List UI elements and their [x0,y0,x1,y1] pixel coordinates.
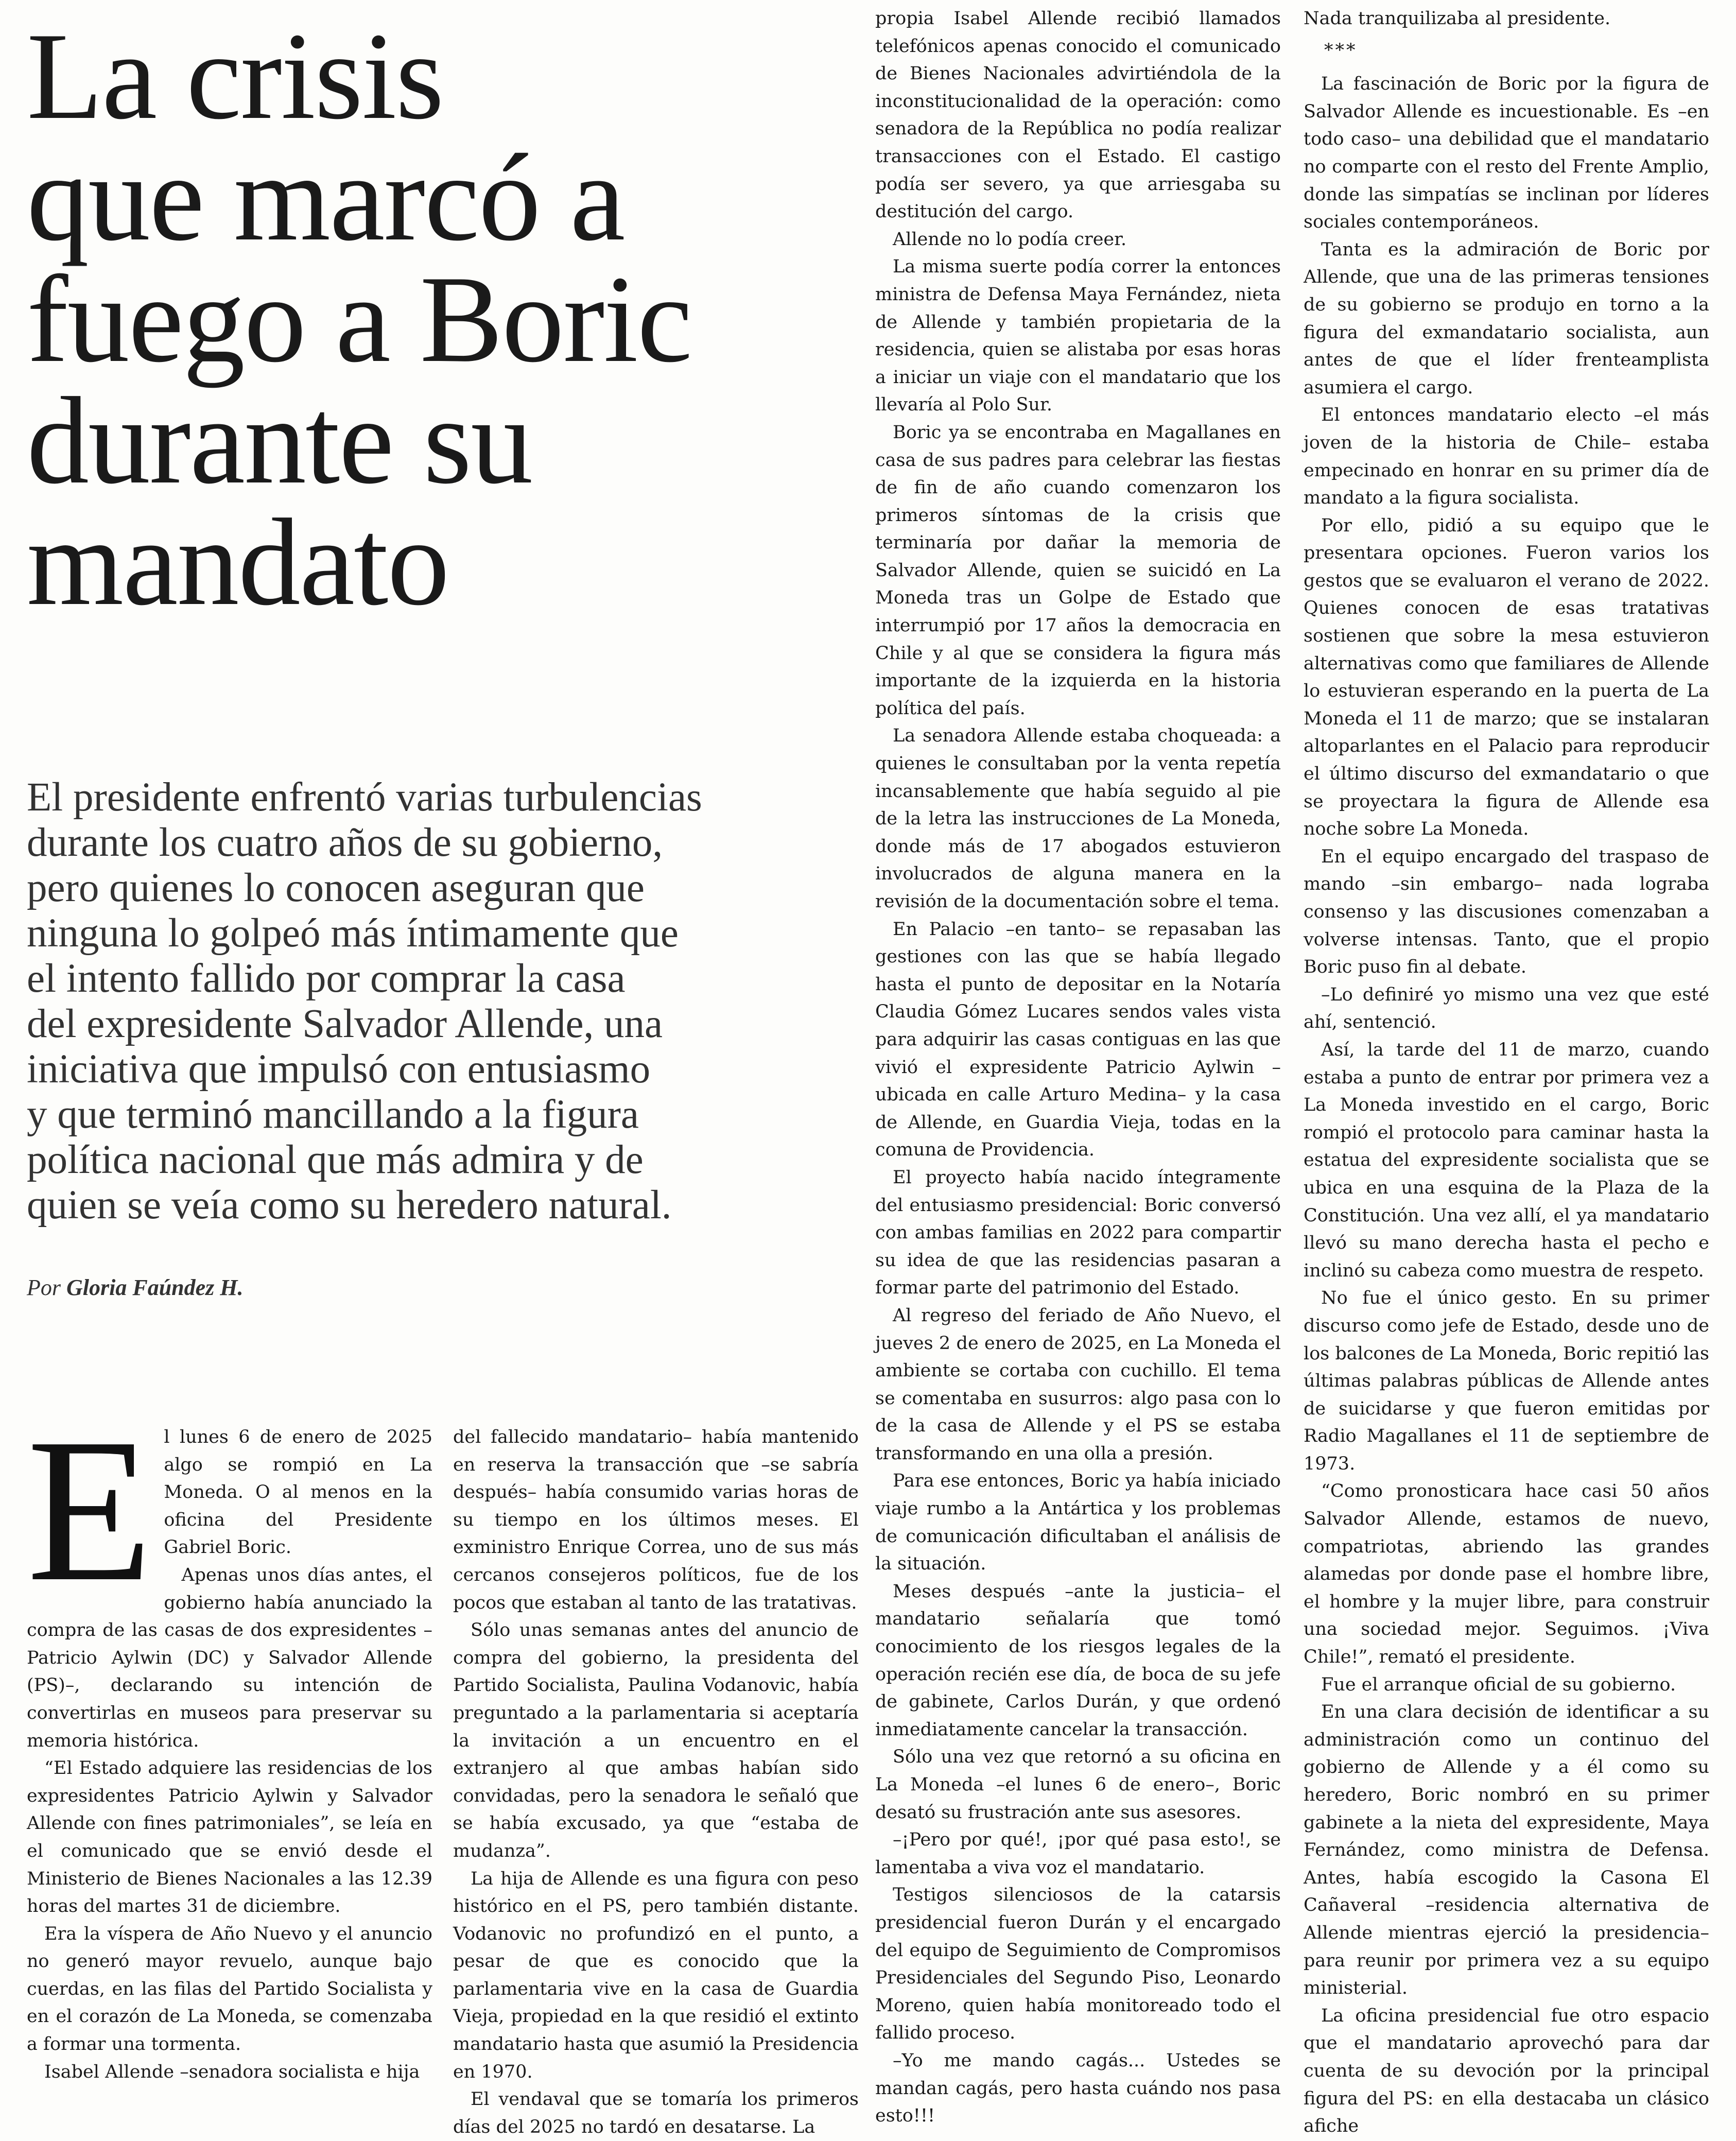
headline-line: que marcó a [27,129,624,267]
article-paragraph: –¡Pero por qué!, ¡por qué pasa esto!, se lamentaba a viva voz el mandatario. [875,1829,1281,1878]
section-separator: *** [1324,40,1358,61]
article-paragraph: “Como pronosticara hace casi 50 años Salvador Allende, estamos de nuevo, compatriotas, abriendo las grandes alamedas por donde pase el hombre libre, el hombre y la mujer libre, para construir una sociedad mejor. Seguimos. ¡Viva Chile!”, remató el presidente. [1304,1481,1709,1668]
article-paragraph: En Palacio –en tanto– se repasaban las gestiones con las que se había llegado hasta el punto de depositar en la Notaría Claudia Gómez Lucares sendos vales vista para adquirir las casas contiguas en las que vivió el expresidente Patricio Aylwin –ubicada en calle Arturo Medina– y la casa de Allende, en Guardia Vieja, todas en la comuna de Providencia. [875,919,1281,1161]
article-paragraph: La hija de Allende es una figura con peso histórico en el PS, pero también distante. Vodanovic no profundizó en el punto, a pesar de que es conocido que la parlamentaria vive en la casa de Guardia Vieja, propiedad en la que residió el extinto mandatario hasta que asumió la Presidencia en 1970. [453,1868,859,2082]
byline [27,1274,244,1301]
article-paragraph: propia Isabel Allende recibió llamados telefónicos apenas conocido el comunicado de Bienes Nacionales advirtiéndola de la inconstitucionalidad de la operación: como senadora de la República no podía realizar transacciones con el Estado. El castigo podía ser severo, ya que arriesgaba su destitución del cargo. [875,8,1281,222]
article-paragraph: Sólo una vez que retornó a su oficina en La Moneda –el lunes 6 de enero–, Boric desató su frustración ante sus asesores. [875,1747,1281,1823]
byline-prefix: Por [27,1275,61,1300]
deck-line: ninguna lo golpeó más íntimamente que [27,911,679,956]
article-paragraph: Al regreso del feriado de Año Nuevo, el jueves 2 de enero de 2025, en La Moneda el ambiente se cortaba con cuchillo. El tema se comentaba en susurros: algo pasa con lo de la casa de Allende y el PS se estaba transformando en una olla a presión. [875,1305,1281,1464]
headline-line: fuego a Boric [27,250,692,388]
article-paragraph: En una clara decisión de identificar a su administración como un continuo del gobierno de Allende y a él como su heredero, Boric nombró en su primer gabinete a la nieta del expresidente, Maya Fernández, como ministra de Defensa. Antes, había escogido la Casona El Cañaveral –residencia alternativa de Allende mientras ejerció la presidencia– para reunir por primera vez a su equipo ministerial. [1304,1702,1709,1999]
article-paragraph: Apenas unos días antes, el gobierno había anunciado la compra de las casas de dos expresidentes –Patricio Aylwin (DC) y Salvador Allende (PS)–, declarando su intención de convertirlas en museos para preservar su memoria histórica. [27,1564,432,1751]
article-paragraph: La fascinación de Boric por la figura de Salvador Allende es incuestionable. Es –en todo caso– una debilidad que el mandatario no comparte con el resto del Frente Amplio, donde las simpatías se inclinan por líderes sociales contemporáneos. [1304,74,1709,233]
article-paragraph: Tanta es la admiración de Boric por Allende, que una de las primeras tensiones de su gobierno se produjo en torno a la figura del exmandatario socialista, aun antes de que el líder frenteamplista asumiera el cargo. [1304,239,1709,398]
article-paragraph: La oficina presidencial fue otro espacio que el mandatario aprovechó para dar cuenta de su devoción por la principal figura del PS: en ella destacaba un clásico afiche [1304,2005,1709,2137]
headline-line: La crisis [27,7,443,145]
article-paragraph: del fallecido mandatario– había mantenido en reserva la transacción que –se sabría después– había consumido varias horas de su tiempo en los últimos meses. El exministro Enrique Correa, uno de sus más cercanos consejeros políticos, fue de los pocos que estaban al tanto de las tratativas. [453,1427,859,1613]
deck-line: iniciativa que impulsó con entusiasmo [27,1047,651,1092]
deck-line: del expresidente Salvador Allende, una [27,1002,663,1046]
article-paragraph: Era la víspera de Año Nuevo y el anuncio no generó mayor revuelo, aunque bajo cuerdas, en las filas del Partido Socialista y en el corazón de La Moneda, se comenzaba a formar una tormenta. [27,1923,432,2055]
article-paragraph: l lunes 6 de enero de 2025 algo se rompió en La Moneda. O al menos en la oficina del Presidente Gabriel Boric. [164,1427,432,1558]
article-column-1 [27,1396,432,2124]
article-paragraph: Boric ya se encontraba en Magallanes en casa de sus padres para celebrar las fiestas de fin de año cuando comenzaron los primeros síntomas de la crisis que terminaría por dañar la memoria de Salvador Allende, quien se suicidó en La Moneda tras un Golpe de Estado que interrumpió por 17 años la democracia en Chile y al que se considera la figura más importante de la izquierda en la historia política del país. [875,422,1281,719]
article-paragraph: El entonces mandatario electo –el más joven de la historia de Chile– estaba empecinado en honrar en su primer día de mandato a la figura socialista. [1304,405,1709,509]
article-paragraph: Fue el arranque oficial de su gobierno. [1321,1674,1676,1695]
deck-line: y que terminó mancillando a la figura [27,1092,639,1137]
drop-cap: E [27,1396,153,1624]
article-paragraph: La senadora Allende estaba choqueada: a quienes le consultaban por la venta repetía incansablemente que había seguido al pie de la letra las instrucciones de La Moneda, donde más de 17 abogados estuvieron involucrados de alguna manera en la revisión de la documentación sobre el tema. [875,726,1281,912]
article-column-3 [875,5,1281,2127]
deck-line: durante los cuatro años de su gobierno, [27,820,663,865]
deck-line: El presidente enfrentó varias turbulencias [27,775,702,820]
article-paragraph: “El Estado adquiere las residencias de los expresidentes Patricio Aylwin y Salvador Allende con fines patrimoniales”, se leía en el comunicado que se envió desde el Ministerio de Bienes Nacionales a las 12.39 horas del martes 31 de diciembre. [27,1758,432,1917]
deck-line: pero quienes lo conocen aseguran que [27,866,645,910]
article-paragraph: –Lo definiré yo mismo una vez que esté ahí, sentenció. [1304,984,1709,1033]
article-paragraph: El vendaval que se tomaría los primeros días del 2025 no tardó en desatarse. La [453,2089,859,2137]
article-paragraph: En el equipo encargado del traspaso de mando –sin embargo– nada lograba consenso y las discusiones comenzaban a volverse intensas. Tanto, que el propio Boric puso fin al debate. [1304,846,1709,978]
article-paragraph: Allende no lo podía creer. [893,229,1127,250]
article-paragraph: No fue el único gesto. En su primer discurso como jefe de Estado, desde uno de los balcones de La Moneda, Boric repitió las últimas palabras públicas de Allende antes de suicidarse y que fueron emitidas por Radio Magallanes el 11 de septiembre de 1973. [1304,1288,1709,1474]
deck-line: quien se veía como su heredero natural. [27,1183,672,1228]
deck-summary [27,775,830,1228]
article-paragraph: La misma suerte podía correr la entonces ministra de Defensa Maya Fernández, nieta de Allende y también propietaria de la residencia, quien se alistaba por esas horas a iniciar un viaje con el mandatario que los llevaría al Polo Sur. [875,256,1281,416]
headline [27,7,850,631]
article-paragraph: Nada tranquilizaba al presidente. [1304,8,1611,29]
article-paragraph: Sólo unas semanas antes del anuncio de compra del gobierno, la presidenta del Partido Socialista, Paulina Vodanovic, había preguntado a la parlamentaria si aceptaría la invitación a un encuentro en el extranjero al que ambas habían sido convidadas, pero la senadora le señaló que se había excusado, ya que “estaba de mudanza”. [453,1620,859,1861]
article-paragraph: Testigos silenciosos de la catarsis presidencial fueron Durán y el encargado del equipo de Seguimiento de Compromisos Presidenciales del Segundo Piso, Leonardo Moreno, quien había monitoreado todo el fallido proceso. [875,1885,1281,2044]
byline-author: Gloria Faúndez H. [66,1275,244,1300]
article-paragraph: Isabel Allende –senadora socialista e hija [44,2061,420,2082]
article-column-2 [453,1424,859,2137]
article-paragraph: Meses después –ante la justicia– el mandatario señalaría que tomó conocimiento de los riesgos legales de la operación recién ese día, de boca de su jefe de gabinete, Carlos Durán, y que ordenó inmediatamente cancelar la transacción. [875,1581,1281,1740]
article-column-4 [1304,5,1709,2137]
headline-line: durante su [27,372,532,510]
article-paragraph: Por ello, pidió a su equipo que le presentara opciones. Fueron varios los gestos que se evaluaron el verano de 2022. Quienes conocen de esas tratativas sostienen que sobre la mesa estuvieron alternativas como que familiares de Allende lo estuvieran esperando en la puerta de La Moneda el 11 de marzo; que se instalaran altoparlantes en el Palacio para reproducir el último discurso del exmandatario o que se proyectara la figura de Allende esa noche sobre La Moneda. [1304,515,1709,840]
headline-line: mandato [27,493,449,631]
deck-line: política nacional que más admira y de [27,1137,644,1182]
article-paragraph: Para ese entonces, Boric ya había iniciado viaje rumbo a la Antártica y los problemas de comunicación dificultaban el análisis de la situación. [875,1471,1281,1575]
article-paragraph: Así, la tarde del 11 de marzo, cuando estaba a punto de entrar por primera vez a La Moneda investido en el cargo, Boric rompió el protocolo para caminar hasta la estatua del expresidente socialista que se ubica en una esquina de la Plaza de la Constitución. Una vez allí, el ya mandatario llevó su mano derecha hasta el pecho e inclinó su cabeza como muestra de respeto. [1304,1039,1709,1281]
article-paragraph: –Yo me mando cagás... Ustedes se mandan cagás, pero hasta cuándo nos pasa esto!!! [875,2050,1281,2127]
article-paragraph: El proyecto había nacido íntegramente del entusiasmo presidencial: Boric conversó con ambas familias en 2022 para compartir su idea de que las residencias pasaran a formar parte del patrimonio del Estado. [875,1167,1281,1299]
deck-line: el intento fallido por comprar la casa [27,956,626,1001]
